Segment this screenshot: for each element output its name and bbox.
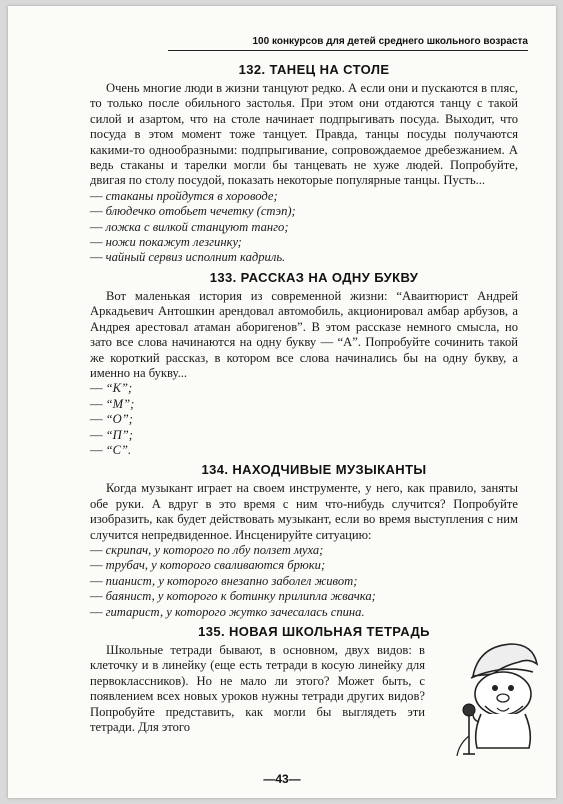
list-item <box>90 558 518 573</box>
list-dash: — <box>90 204 103 219</box>
gnome-singer-icon <box>433 636 548 761</box>
list-item-text: “С”. <box>105 442 132 457</box>
section-title: 134. НАХОДЧИВЫЕ МУЗЫКАНТЫ <box>201 462 427 478</box>
list-item <box>90 397 518 412</box>
section-title: 135. НОВАЯ ШКОЛЬНАЯ ТЕТРАДЬ <box>198 624 430 639</box>
list-dash: — <box>90 250 103 265</box>
list-item-text: трубач, у которого сваливаются брюки; <box>105 558 326 573</box>
section-paragraph: Школьные тетради бывают, в основном, двух видов: в клеточку и в линейку (еще есть тетради в косую линейку для первоклассников). Но не мало ли этого? Может быть, с появлением всех новых уроков нужны тетради других видов? Попробуйте представить, как могли бы выглядеть эти тетради. Для этого <box>90 643 425 735</box>
list-item <box>90 189 518 204</box>
list-dash: — <box>90 573 103 588</box>
page-number: —43— <box>263 772 301 786</box>
section-133 <box>90 270 518 458</box>
section-paragraph: Когда музыкант играет на своем инструменте, у него, как правило, заняты обе руки. А вдруг в это время с ним что-нибудь случится? Попробуйте изобразить, как будет действовать музыкант, если во время выступления с ним случится непредвиденное. Инсценируйте ситуацию: <box>90 481 518 542</box>
list-item-text: блюдечко отобьет чечетку (стэп); <box>105 204 296 219</box>
list-dash: — <box>90 235 103 250</box>
list-item <box>90 428 518 443</box>
section-list <box>90 381 518 458</box>
list-item-text: “М”; <box>105 396 135 411</box>
list-item <box>90 220 518 235</box>
section-title: 132. ТАНЕЦ НА СТОЛЕ <box>238 62 390 77</box>
list-dash: — <box>90 412 103 427</box>
running-header: 100 конкурсов для детей среднего школьного возраста <box>252 36 528 47</box>
list-dash: — <box>90 427 103 442</box>
list-item-text: ложка с вилкой станцуют танго; <box>105 219 289 234</box>
list-item <box>90 589 518 604</box>
header-rule <box>168 50 528 51</box>
list-dash: — <box>90 542 103 557</box>
list-dash: — <box>90 396 103 411</box>
list-item <box>90 543 518 558</box>
section-132 <box>90 62 518 266</box>
list-dash: — <box>90 219 103 234</box>
list-item-text: “К”; <box>105 381 133 396</box>
list-item <box>90 250 518 265</box>
list-dash: — <box>90 381 103 396</box>
list-item-text: “П”; <box>105 427 133 442</box>
book-page <box>8 6 556 798</box>
list-item <box>90 412 518 427</box>
list-item-text: “О”; <box>105 412 133 427</box>
list-item-text: гитарист, у которого жутко зачесалась спина. <box>105 604 365 619</box>
list-item-text: пианист, у которого внезапно заболел живот; <box>105 573 358 588</box>
list-item <box>90 204 518 219</box>
list-item <box>90 443 518 458</box>
section-paragraph: Очень многие люди в жизни танцуют редко. А если они и пускаются в пляс, то только после обильного застолья. При этом они отдаются танцу с такой силой и азартом, что на столе начинает подпрыгивать посуда. Выходит, что посуда в этом момент тоже танцует. Правда, танцы посуды получаются какими-то однообразными: подпрыгивание, сопровождаемое дребезжанием. А ведь стаканы и тарелки могли бы танцевать не хуже людей. Попробуйте, двигая по столу посудой, показать некоторые популярные танцы. Пусть... <box>90 81 518 188</box>
list-dash: — <box>90 589 103 604</box>
list-dash: — <box>90 558 103 573</box>
list-item-text: ножи покажут лезгинку; <box>105 235 242 250</box>
list-dash: — <box>90 188 103 203</box>
section-paragraph: Вот маленькая история из современной жизни: “Аваитюрист Андрей Аркадьевич Антошкин арендовал автомобиль, акционировал амбар арбузов, а Андрея арестовал атаман аборигенов”. В этом рассказе немного смысла, но зато все слова начинаются на одну букву — “А”. Попробуйте сочинить такой же короткий рассказ, в котором все слова начинались бы на одну букву, а именно на букву... <box>90 288 518 380</box>
list-item <box>90 381 518 396</box>
list-item <box>90 605 518 620</box>
section-list <box>90 189 518 266</box>
list-item-text: чайный сервиз исполнит кадриль. <box>105 250 286 265</box>
list-dash: — <box>90 442 103 457</box>
list-item <box>90 235 518 250</box>
list-item-text: стаканы пройдутся в хороводе; <box>105 188 278 203</box>
section-title: 133. РАССКАЗ НА ОДНУ БУКВУ <box>209 269 419 285</box>
list-item-text: баянист, у которого к ботинку прилипла жвачка; <box>105 589 376 604</box>
list-item-text: скрипач, у которого по лбу ползет муха; <box>105 542 324 557</box>
section-134 <box>90 462 518 620</box>
list-dash: — <box>90 604 103 619</box>
list-item <box>90 574 518 589</box>
section-list <box>90 543 518 620</box>
